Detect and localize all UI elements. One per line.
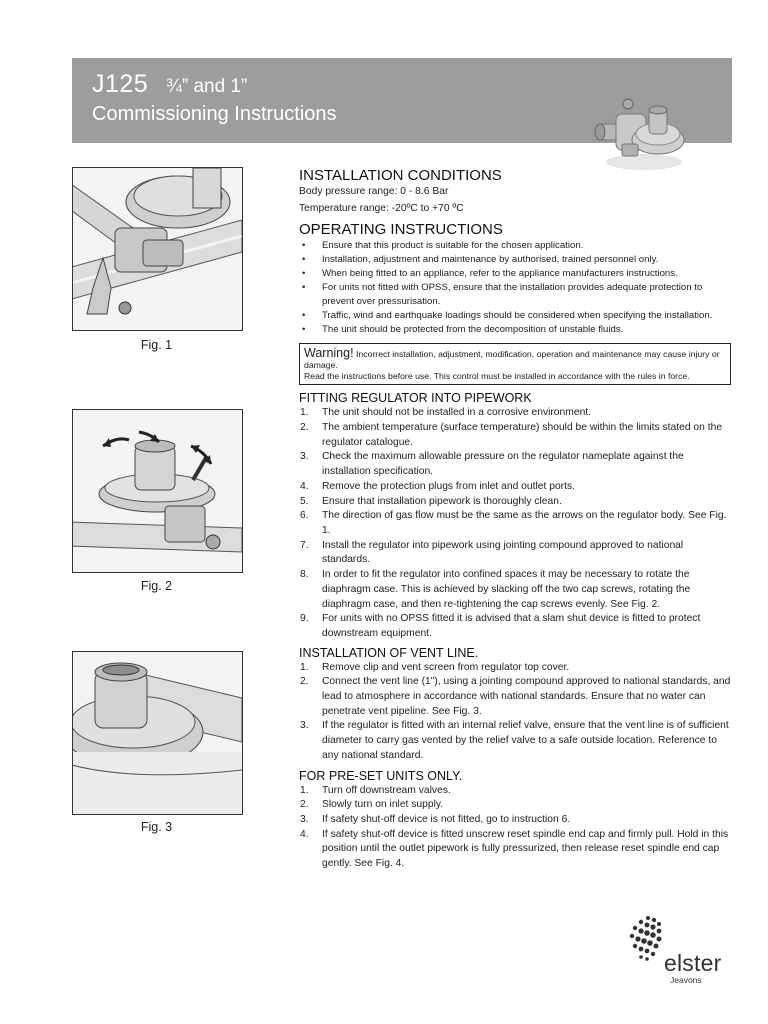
list-item: 1. The unit should not be installed in a corrosive environment. [300,407,592,419]
list-item: • Traffic, wind and earthquake loadings should be considered when specifying the installation. [299,309,733,323]
list-item: • Ensure that this product is suitable for the chosen application. [299,239,733,253]
list-item: 3. If the regulator is fitted with an internal relief valve, ensure that the vent line is of sufficient diameter to carry gas vented by the relief valve to a safe outside location. Reference to any national standard. [300,720,729,761]
preset-units-list [299,784,733,872]
document-title: Commissioning Instructions [92,103,337,125]
body-pressure-range: Body pressure range: 0 - 8.6 Bar [299,186,449,197]
logo-brand-text: elster [664,950,722,976]
warning-title: Warning! [304,345,354,360]
list-item: 8. In order to fit the regulator into confined spaces it may be necessary to rotate the diaphragm case. This is achieved by slacking off the two cap screws, rotating the diaphragm case, and then re-tightening the cap screws evenly. See Fig. 2. [300,569,691,610]
logo-sub-text: Jeavons [670,975,702,985]
installation-conditions-heading: INSTALLATION CONDITIONS [299,167,502,184]
preset-units-heading: FOR PRE-SET UNITS ONLY. [299,768,463,783]
instructions-column [299,166,733,872]
list-item: • The unit should be protected from the decomposition of unstable fluids. [299,323,733,337]
list-item: 4. Remove the protection plugs from inlet and outlet ports. [300,480,575,492]
figure-2-image [72,409,243,573]
logo-dots-icon [626,914,666,962]
figure-1-image [72,167,243,331]
list-item: • Installation, adjustment and maintenance by authorised, trained personnel only. [299,253,733,267]
list-item: 1. Turn off downstream valves. [300,784,451,796]
fitting-list [299,406,733,641]
temperature-range: Temperature range: -20ºC to +70 ºC [299,202,464,214]
list-item: 9. For units with no OPSS fitted it is advised that a slam shut device is fitted to protect downstream equipment. [300,613,701,639]
list-item: 7. Install the regulator into pipework using jointing compound approved to national standards. [300,539,684,566]
figure-3-image [72,651,243,815]
list-item: 2. The ambient temperature (surface temperature) should be within the limits stated on the regulator catalogue. [300,422,723,448]
fitting-heading: FITTING REGULATOR INTO PIPEWORK [299,391,532,406]
vent-line-heading: INSTALLATION OF VENT LINE. [299,645,479,660]
list-item: 6. The direction of gas flow must be the same as the arrows on the regulator body. See Fig. 1. [300,510,727,536]
list-item: 2. Connect the vent line (1"), using a jointing compound approved to national standards, and lead to atmosphere in accordance with national standards. Ensure that no water can penetrate vent pipeline. See Fig. 3. [300,676,731,717]
list-item: 1. Remove clip and vent screen from regulator top cover. [300,661,570,673]
figure-2-caption: Fig. 2 [140,579,173,593]
elster-logo [626,914,736,988]
list-item: 2. Slowly turn on inlet supply. [300,799,444,811]
warning-text-2: Read the instructions before use. This control must be installed in accordance with the rules in force. [304,371,690,382]
product-image [592,96,688,174]
operating-instructions-heading: OPERATING INSTRUCTIONS [299,221,503,239]
list-item: 5. Ensure that installation pipework is thoroughly clean. [300,495,562,507]
operating-instructions-list [299,239,733,336]
list-item: 4. If safety shut-off device is fitted unscrew reset spindle end cap and firmly pull. Hold in this position until the outlet pipework is fully pressurized, then release reset spindle end cap gently. See Fig. 4. [300,828,729,870]
list-item: • For units not fitted with OPSS, ensure that the installation provides adequate protection to prevent over pressurisation. [299,281,733,309]
warning-text: Incorrect installation, adjustment, modification, operation and maintenance may cause injury or damage. [304,348,720,370]
list-item: • When being fitted to an appliance, refer to the appliance manufacturers instructions. [299,267,733,281]
figure-1-caption: Fig. 1 [140,338,173,352]
model-size: ¾” and 1” [166,76,248,97]
warning-box [299,343,731,386]
list-item: 3. Check the maximum allowable pressure on the regulator nameplate against the installation specification. [300,451,684,478]
model-number: J125 [92,70,149,98]
vent-line-list [299,661,733,764]
figure-3-caption: Fig. 3 [140,820,173,834]
list-item: 3. If safety shut-off device is not fitted, go to instruction 6. [300,813,571,825]
